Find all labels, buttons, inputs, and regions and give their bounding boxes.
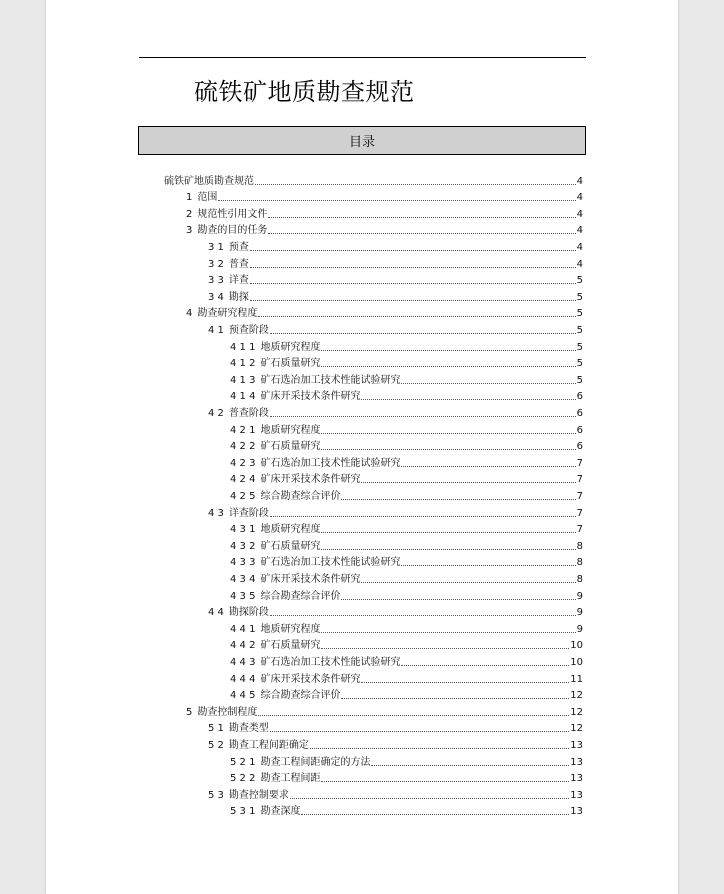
toc-entry[interactable] [208,271,583,288]
toc-entry-number: 3 1 [208,241,224,253]
toc-dot-leader [321,781,569,782]
toc-entry-page-number: 5 [576,374,583,386]
toc-entry-page-number: 4 [576,192,583,204]
toc-entry-page-number: 7 [576,490,583,502]
toc-dot-leader [321,532,575,533]
toc-entry-label: 勘查工程间距 [260,773,321,785]
toc-entry-label: 矿床开采技术条件研究 [260,391,361,403]
toc-dot-leader [361,682,569,683]
toc-entry-number: 4 3 5 [230,590,256,602]
toc-dot-leader [401,466,575,467]
toc-dot-leader [361,582,575,583]
toc-entry-label: 地质研究程度 [260,524,321,536]
toc-entry[interactable] [230,453,583,470]
toc-dot-leader [321,632,575,633]
toc-entry-number: 4 2 3 [230,457,256,469]
toc-entry[interactable] [208,403,583,420]
toc-entry[interactable] [186,204,583,221]
toc-entry[interactable] [230,437,583,454]
toc-entry-number: 4 [186,308,193,320]
toc-heading-label: 目录 [348,135,375,150]
toc-entry-page-number: 13 [570,773,583,785]
toc-entry[interactable] [230,370,583,387]
toc-entry-label: 矿石选冶加工技术性能试验研究 [260,557,401,569]
toc-dot-leader [321,366,575,367]
toc-entry-number: 5 3 1 [230,806,256,818]
toc-entry-label: 矿床开采技术条件研究 [260,573,361,585]
toc-dot-leader [258,316,575,317]
toc-entry-page-number: 5 [576,358,583,370]
toc-entry-label: 地质研究程度 [260,623,321,635]
toc-entry-label: 综合勘查综合评价 [260,490,341,502]
toc-entry-page-number: 9 [576,607,583,619]
toc-entry-label: 范围 [197,192,218,204]
toc-dot-leader [310,748,569,749]
toc-entry-label: 勘查工程间距确定的方法 [260,756,371,768]
toc-entry[interactable] [230,354,583,371]
toc-dot-leader [268,217,575,218]
toc-entry-label: 勘查工程间距确定 [228,739,309,751]
toc-entry[interactable] [230,752,583,769]
toc-entry-number: 4 1 1 [230,341,256,353]
toc-entry-page-number: 7 [576,474,583,486]
toc-entry-label: 详查 [228,275,249,287]
toc-entry[interactable] [230,536,583,553]
toc-entry-label: 勘查深度 [260,806,301,818]
toc-entry[interactable] [186,221,583,238]
toc-entry-number: 4 2 2 [230,441,256,453]
toc-dot-leader [371,765,569,766]
toc-entry-page-number: 7 [576,507,583,519]
toc-entry-number: 4 1 4 [230,391,256,403]
toc-entry-label: 预查阶段 [228,324,269,336]
toc-dot-leader [321,433,575,434]
toc-entry-page-number: 9 [576,590,583,602]
toc-entry-label: 勘查的目的任务 [197,225,268,237]
toc-entry[interactable] [208,503,583,520]
toc-dot-leader [321,549,575,550]
toc-entry-label: 综合勘查综合评价 [260,590,341,602]
toc-entry-label: 矿石质量研究 [260,640,321,652]
toc-dot-leader [361,399,575,400]
toc-entry-number: 4 4 4 [230,673,256,685]
toc-entry-page-number: 8 [576,557,583,569]
toc-entry-number: 5 3 [208,789,224,801]
toc-entry[interactable] [230,669,583,686]
toc-entry-number: 4 2 [208,407,224,419]
toc-entry-label: 综合勘查综合评价 [260,690,341,702]
toc-dot-leader [270,333,576,334]
toc-entry-page-number: 6 [576,407,583,419]
toc-entry[interactable] [230,686,583,703]
toc-entry[interactable] [208,785,583,802]
toc-dot-leader [401,665,569,666]
toc-entry-number: 5 2 [208,739,224,751]
toc-entry[interactable] [208,237,583,254]
toc-entry[interactable] [230,586,583,603]
toc-dot-leader [321,648,569,649]
toc-dot-leader [321,350,575,351]
toc-entry-label: 矿石选冶加工技术性能试验研究 [260,457,401,469]
toc-entry-page-number: 13 [570,789,583,801]
toc-entry[interactable] [230,520,583,537]
toc-entry-page-number: 5 [576,324,583,336]
document-title: 硫铁矿地质勘查规范 [194,78,415,106]
toc-dot-leader [270,416,576,417]
toc-entry-page-number: 12 [570,723,583,735]
toc-entry-label: 矿床开采技术条件研究 [260,673,361,685]
toc-entry-page-number: 6 [576,441,583,453]
toc-entry-label: 矿石质量研究 [260,358,321,370]
toc-entry-number: 5 2 2 [230,773,256,785]
toc-entry-number: 4 1 2 [230,358,256,370]
toc-dot-leader [250,250,576,251]
toc-entry[interactable] [208,719,583,736]
toc-entry-number: 4 1 3 [230,374,256,386]
toc-entry-label: 预查 [228,241,249,253]
toc-entry-number: 4 3 4 [230,573,256,585]
toc-entry-number: 3 2 [208,258,224,270]
toc-dot-leader [268,233,575,234]
toc-entry-page-number: 13 [570,756,583,768]
toc-entry-page-number: 4 [576,225,583,237]
toc-dot-leader [255,184,576,185]
toc-entry[interactable] [230,553,583,570]
toc-dot-leader [270,516,576,517]
toc-entry[interactable] [208,287,583,304]
toc-entry-number: 4 2 5 [230,490,256,502]
toc-dot-leader [250,267,576,268]
toc-entry-page-number: 9 [576,623,583,635]
toc-entry[interactable] [230,420,583,437]
toc-entry-label: 勘探 [228,291,249,303]
toc-entry-number: 4 4 3 [230,656,256,668]
toc-entry-number: 2 [186,208,193,220]
toc-entry[interactable] [186,188,583,205]
toc-entry-page-number: 10 [570,640,583,652]
toc-entry[interactable] [230,769,583,786]
toc-entry-number: 4 2 4 [230,474,256,486]
toc-entry-page-number: 8 [576,573,583,585]
toc-entry[interactable] [230,802,583,819]
header-rule [139,57,586,58]
toc-entry-label: 硫铁矿地质勘查规范 [164,175,254,187]
toc-entry-label: 详查阶段 [228,507,269,519]
toc-entry-label: 矿石选冶加工技术性能试验研究 [260,656,401,668]
toc-entry-label: 地质研究程度 [260,424,321,436]
toc-entry-page-number: 6 [576,424,583,436]
toc-dot-leader [341,499,575,500]
toc-entry[interactable] [230,636,583,653]
toc-entry[interactable] [208,320,583,337]
toc-entry-number: 3 [186,225,193,237]
toc-entry[interactable] [208,735,583,752]
toc-dot-leader [270,731,569,732]
toc-entry-number: 3 3 [208,275,224,287]
toc-entry-page-number: 7 [576,457,583,469]
document-page [46,0,678,894]
toc-entry-page-number: 13 [570,739,583,751]
toc-dot-leader [250,283,576,284]
toc-dot-leader [341,698,569,699]
toc-entry[interactable] [230,619,583,636]
toc-dot-leader [218,200,575,201]
toc-entry-number: 4 4 [208,607,224,619]
toc-entry-number: 4 4 2 [230,640,256,652]
toc-dot-leader [250,300,576,301]
toc-dot-leader [341,599,575,600]
toc-entry-label: 矿石质量研究 [260,540,321,552]
toc-entry-page-number: 4 [576,208,583,220]
toc-entry-number: 4 4 5 [230,690,256,702]
toc-dot-leader [401,383,575,384]
toc-entry[interactable] [230,652,583,669]
toc-entry-page-number: 5 [576,291,583,303]
toc-entry-number: 4 3 2 [230,540,256,552]
toc-entry-label: 地质研究程度 [260,341,321,353]
toc-entry-label: 勘查研究程度 [197,308,258,320]
toc-heading [138,126,586,155]
toc-entry-label: 普查阶段 [228,407,269,419]
toc-entry-page-number: 11 [570,673,583,685]
toc-entry-label: 勘探阶段 [228,607,269,619]
toc-entry[interactable] [230,569,583,586]
toc-entry-page-number: 4 [576,175,583,187]
toc-entry-number: 4 1 [208,324,224,336]
toc-entry-page-number: 12 [570,706,583,718]
toc-entry-label: 勘查控制程度 [197,706,258,718]
toc-entry-number: 4 3 1 [230,524,256,536]
toc-entry-label: 勘查控制要求 [228,789,289,801]
toc-entry[interactable] [230,387,583,404]
toc-entry-page-number: 4 [576,258,583,270]
toc-entry-page-number: 4 [576,241,583,253]
toc-entry[interactable] [186,702,583,719]
toc-entry-number: 5 1 [208,723,224,735]
toc-entry[interactable] [164,171,583,188]
toc-entry-label: 勘查类型 [228,723,269,735]
toc-entry-number: 1 [186,192,193,204]
toc-entry-page-number: 12 [570,690,583,702]
toc-entry-page-number: 5 [576,341,583,353]
toc-dot-leader [401,565,575,566]
toc-dot-leader [270,615,576,616]
toc-entry-page-number: 6 [576,391,583,403]
toc-entry-label: 规范性引用文件 [197,208,268,220]
toc-entry-page-number: 7 [576,524,583,536]
toc-entry-number: 4 2 1 [230,424,256,436]
toc-dot-leader [258,715,569,716]
toc-entry[interactable] [208,603,583,620]
toc-entry[interactable] [230,337,583,354]
toc-entry-number: 4 4 1 [230,623,256,635]
toc-entry-number: 3 4 [208,291,224,303]
toc-entry[interactable] [208,254,583,271]
toc-entry[interactable] [230,486,583,503]
toc-dot-leader [301,814,569,815]
toc-entry-label: 矿石选冶加工技术性能试验研究 [260,374,401,386]
toc-entry-page-number: 10 [570,656,583,668]
toc-entry-label: 矿石质量研究 [260,441,321,453]
toc-entry-page-number: 8 [576,540,583,552]
toc-entry-number: 5 2 1 [230,756,256,768]
toc-entry-label: 普查 [228,258,249,270]
toc-dot-leader [361,482,575,483]
toc-entry-label: 矿床开采技术条件研究 [260,474,361,486]
toc-entry[interactable] [230,470,583,487]
toc-entry-number: 4 3 [208,507,224,519]
toc-entry-page-number: 5 [576,308,583,320]
toc-entry-number: 5 [186,706,193,718]
toc-dot-leader [290,798,569,799]
toc-entry-number: 4 3 3 [230,557,256,569]
toc-dot-leader [321,449,575,450]
toc-entry-page-number: 5 [576,275,583,287]
toc-entry[interactable] [186,304,583,321]
toc-entry-page-number: 13 [570,806,583,818]
